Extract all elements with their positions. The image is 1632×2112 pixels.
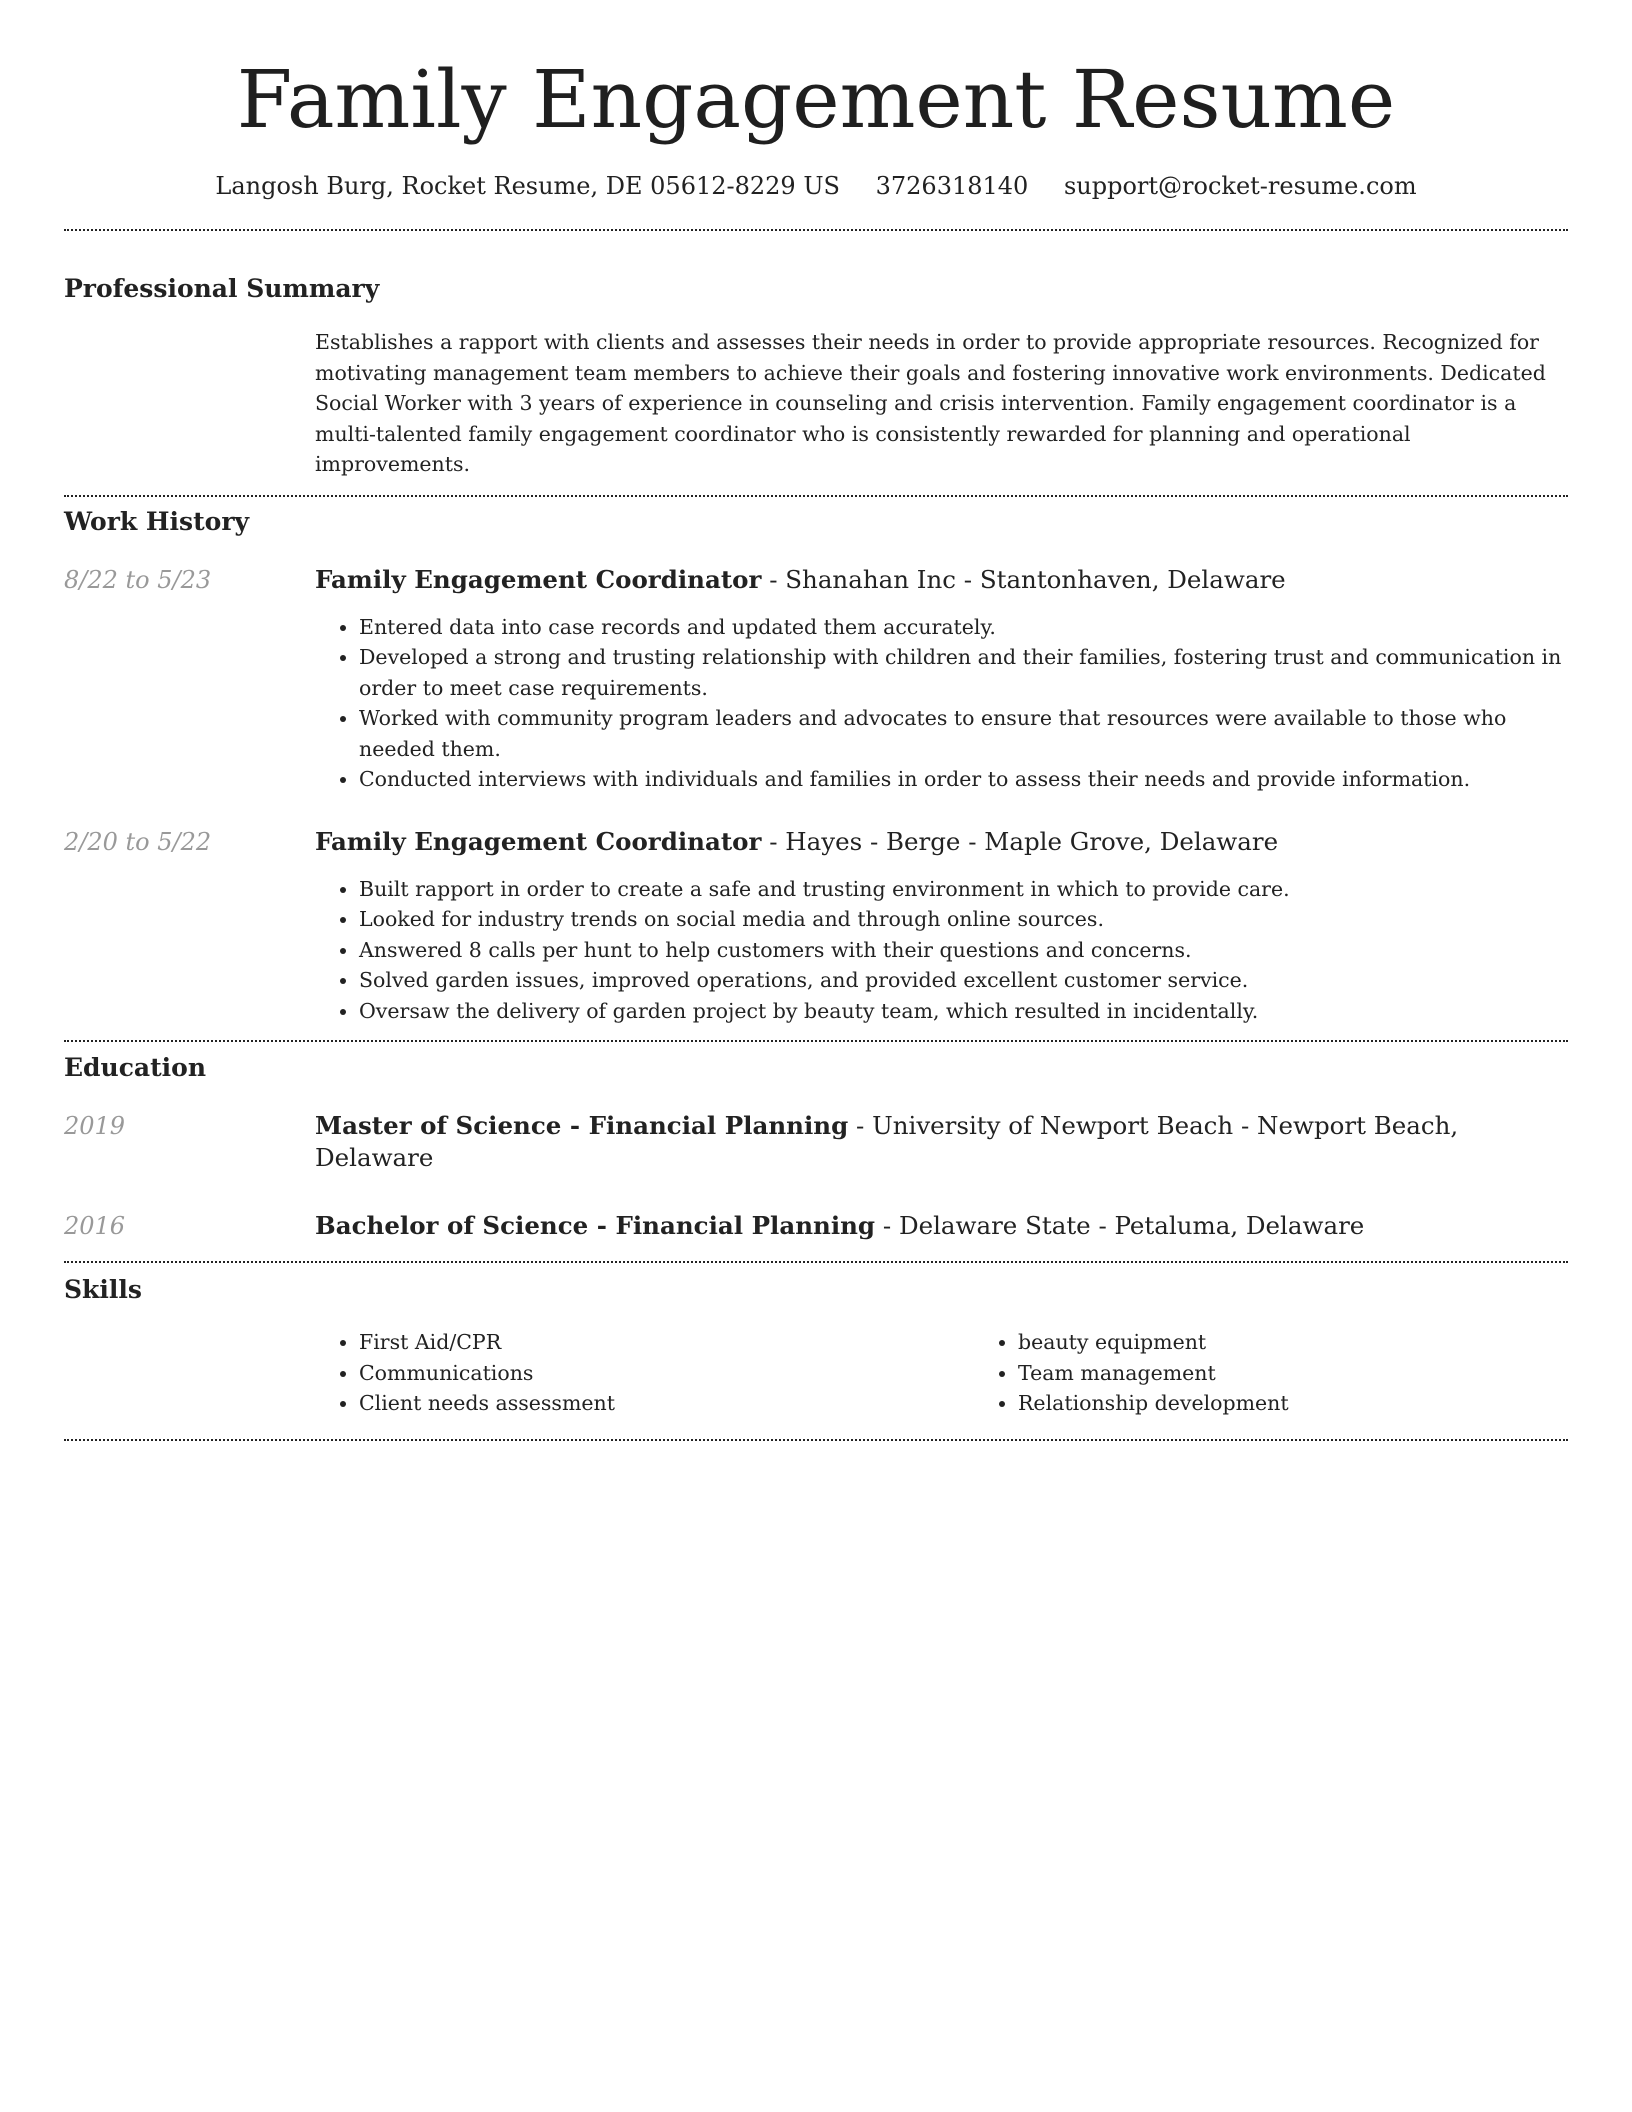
- skills-section: [64, 1274, 1568, 1419]
- work-section: [64, 506, 1568, 1027]
- job-dates: 2/20 to 5/22: [64, 827, 212, 856]
- job-title: Family Engagement Coordinator: [315, 826, 762, 856]
- contact-line: [64, 170, 1568, 202]
- resume-title: Family Engagement Resume: [236, 53, 1396, 146]
- divider: [64, 1261, 1568, 1263]
- education-degree: Master of Science - Financial Planning: [315, 1111, 849, 1140]
- skills-list-left: [315, 1327, 974, 1419]
- list-item: • Client needs assessment: [359, 1388, 974, 1419]
- education-entry: [64, 1210, 1568, 1242]
- list-item: • Entered data into case records and updated them accurately.: [359, 612, 1568, 643]
- divider: [64, 229, 1568, 231]
- divider: [64, 1040, 1568, 1042]
- contact-email: support@rocket-resume.com: [1063, 172, 1417, 200]
- separator: -: [761, 826, 786, 856]
- job-entry: [64, 826, 1568, 1027]
- education-school: Delaware State: [898, 1211, 1091, 1240]
- job-entry: [64, 564, 1568, 795]
- contact-phone: 3726318140: [875, 172, 1029, 200]
- education-entry: [64, 1110, 1568, 1174]
- job-bullets: [315, 874, 1568, 1027]
- job-header: [315, 564, 1568, 596]
- job-header: [315, 826, 1568, 858]
- list-item: • Relationship development: [1018, 1388, 1632, 1419]
- education-location: Newport Beach, Delaware: [315, 1111, 1459, 1172]
- section-heading: Work History: [64, 506, 250, 536]
- summary-text: Establishes a rapport with clients and assesses their needs in order to provide appropriate resources. Recognized for motivating management team members to achieve their goals and fostering innovative work environments. Dedicated Social Worker with 3 years of experience in counseling and crisis intervention. Family engagement coordinator is a multi-talented family engagement coordinator who is consistently rewarded for planning and operational improvements.: [315, 330, 1546, 476]
- divider: [64, 1439, 1568, 1441]
- job-company: Shanahan Inc: [785, 564, 956, 594]
- separator: -: [960, 826, 985, 856]
- separator: -: [761, 564, 786, 594]
- separator: -: [1233, 1111, 1258, 1140]
- list-item: • beauty equipment: [1018, 1327, 1632, 1358]
- education-header: [315, 1210, 1568, 1242]
- section-heading: Skills: [64, 1275, 142, 1304]
- list-item: • Solved garden issues, improved operations, and provided excellent customer service.: [359, 965, 1568, 996]
- list-item: • First Aid/CPR: [359, 1327, 974, 1358]
- education-section: [64, 1052, 1568, 1242]
- job-title: Family Engagement Coordinator: [315, 564, 762, 594]
- skills-list-right: [974, 1327, 1632, 1419]
- section-heading: Professional Summary: [64, 274, 380, 303]
- summary-section: [64, 273, 1568, 480]
- list-item: • Team management: [1018, 1358, 1632, 1389]
- job-bullets: [315, 612, 1568, 795]
- job-company: Hayes - Berge: [785, 826, 961, 856]
- list-item: • Worked with community program leaders and advocates to ensure that resources were available to those who needed them.: [359, 703, 1568, 764]
- divider: [64, 495, 1568, 497]
- section-heading: Education: [64, 1053, 207, 1082]
- separator: -: [955, 564, 980, 594]
- contact-address: Langosh Burg, Rocket Resume, DE 05612-8229 US: [215, 172, 840, 200]
- job-dates: 8/22 to 5/23: [64, 565, 212, 594]
- education-header: [315, 1110, 1568, 1174]
- list-item: • Built rapport in order to create a safe and trusting environment in which to provide care.: [359, 874, 1568, 905]
- separator: -: [875, 1211, 899, 1240]
- list-item: • Conducted interviews with individuals and families in order to assess their needs and provide information.: [359, 764, 1568, 795]
- list-item: • Oversaw the delivery of garden project by beauty team, which resulted in incidentally.: [359, 996, 1568, 1027]
- education-location: Petaluma, Delaware: [1114, 1211, 1365, 1240]
- education-year: 2019: [64, 1112, 126, 1140]
- skills-columns: [315, 1327, 1632, 1419]
- separator: -: [1090, 1211, 1115, 1240]
- list-item: • Looked for industry trends on social media and through online sources.: [359, 904, 1568, 935]
- separator: -: [848, 1111, 873, 1140]
- education-degree: Bachelor of Science - Financial Planning: [315, 1211, 876, 1240]
- job-location: Stantonhaven, Delaware: [979, 564, 1286, 594]
- education-school: University of Newport Beach: [872, 1111, 1234, 1140]
- job-location: Maple Grove, Delaware: [984, 826, 1279, 856]
- resume-page: [64, 0, 1568, 1441]
- list-item: • Communications: [359, 1358, 974, 1389]
- education-year: 2016: [64, 1212, 126, 1240]
- list-item: • Developed a strong and trusting relationship with children and their families, fostering trust and communication in order to meet case requirements.: [359, 642, 1568, 703]
- list-item: • Answered 8 calls per hunt to help customers with their questions and concerns.: [359, 935, 1568, 966]
